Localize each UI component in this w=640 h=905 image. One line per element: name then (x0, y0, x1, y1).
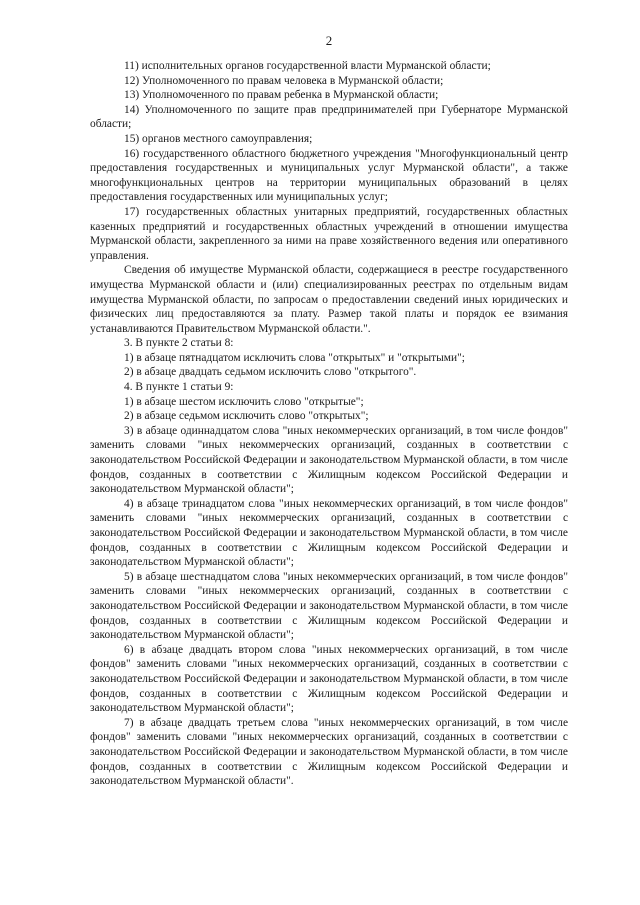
paragraph-item-17: 17) государственных областных унитарных предприятий, государственных областных казенных предприятий и государственных областных учреждений в отношении имущества Мурманской области, закрепленного за ними на праве хозяйственного ведения или оперативного управления. (90, 205, 568, 262)
page-number: 2 (325, 33, 333, 48)
paragraph-point-4-4: 4) в абзаце тринадцатом слова "иных некоммерческих организаций, в том числе фондов" заменить словами "иных некоммерческих организаций, созданных в соответствии с законодательством Российской Федерации и законодательством Мурманской области, в том числе фондов, созданных в соответствии с Жилищным кодексом Российской Федерации и законодательством Мурманской области"; (90, 497, 568, 569)
paragraph-point-3: 3. В пункте 2 статьи 8: (124, 337, 234, 350)
paragraph-item-12: 12) Уполномоченного по правам человека в Мурманской области; (124, 74, 444, 87)
paragraph-property-info: Сведения об имуществе Мурманской области, содержащиеся в реестре государственного имущества Мурманской области и (или) специализированных реестрах по отдельным видам имущества Мурманской области, по запросам о предоставлении сведений иных юридических и физических лиц предоставляются за плату. Размер такой платы и порядок ее взимания устанавливаются Правительством Мурманской области.". (90, 264, 568, 335)
paragraph-point-4-1: 1) в абзаце шестом исключить слово "открытые"; (124, 395, 364, 408)
paragraph-item-11: 11) исполнительных органов государственной власти Мурманской области; (124, 60, 491, 72)
paragraph-point-4-5: 5) в абзаце шестнадцатом слова "иных некоммерческих организаций, в том числе фондов" заменить словами "иных некоммерческих организаций, созданных в соответствии с законодательством Российской Федерации и законодательством Мурманской области, в том числе фондов, созданных в соответствии с Жилищным кодексом Российской Федерации и законодательством Мурманской области"; (90, 570, 568, 642)
paragraph-point-4: 4. В пункте 1 статьи 9: (124, 381, 234, 394)
paragraph-point-3-2: 2) в абзаце двадцать седьмом исключить слово "открытого". (124, 366, 417, 379)
paragraph-item-14: 14) Уполномоченного по защите прав предпринимателей при Губернаторе Мурманской области; (90, 103, 568, 131)
paragraph-item-16: 16) государственного областного бюджетного учреждения "Многофункциональный центр предоставления государственных и муниципальных услуг Мурманской области", а также многофункциональных центров на территории муниципальных образований в целях предоставления государственных или муниципальных услуг; (90, 147, 568, 204)
paragraph-item-13: 13) Уполномоченного по правам ребенка в Мурманской области; (124, 89, 439, 102)
paragraph-point-4-7: 7) в абзаце двадцать третьем слова "иных некоммерческих организаций, в том числе фондов" заменить словами "иных некоммерческих организаций, созданных в соответствии с законодательством Российской Федерации и законодательством Мурманской области, в том числе фондов, созданных в соответствии с Жилищным кодексом Российской Федерации и законодательством Мурманской области". (90, 716, 568, 788)
paragraph-point-4-2: 2) в абзаце седьмом исключить слово "открытых"; (124, 410, 369, 423)
paragraph-item-15: 15) органов местного самоуправления; (124, 132, 313, 145)
paragraph-point-4-3: 3) в абзаце одиннадцатом слова "иных некоммерческих организаций, в том числе фондов" заменить словами "иных некоммерческих организаций, созданных в соответствии с законодательством Российской Федерации и законодательством Мурманской области, в том числе фондов, созданных в соответствии с Жилищным кодексом Российской Федерации и законодательством Мурманской области"; (90, 424, 568, 496)
document-page (90, 33, 568, 789)
paragraph-point-4-6: 6) в абзаце двадцать втором слова "иных некоммерческих организаций, в том числе фондов" заменить словами "иных некоммерческих организаций, созданных в соответствии с законодательством Российской Федерации и законодательством Мурманской области, в том числе фондов, созданных в соответствии с Жилищным кодексом Российской Федерации и законодательством Мурманской области"; (90, 643, 568, 715)
paragraph-point-3-1: 1) в абзаце пятнадцатом исключить слова "открытых" и "открытыми"; (124, 351, 465, 364)
